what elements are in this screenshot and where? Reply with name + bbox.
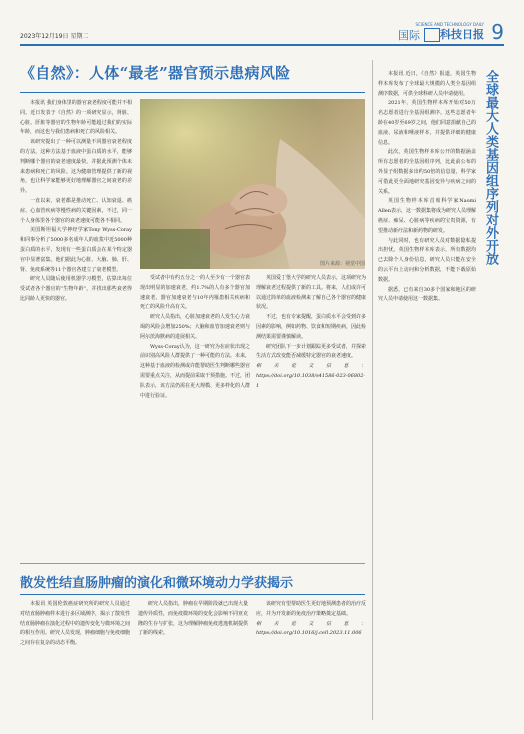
article2-column-3: [256, 600, 366, 726]
paragraph: 本报讯 我们身体里的器官衰老程度可能并不相同。近日发表于《自然》的一项研究显示，肾脏、心脏、肝脏等器官的生物年龄可能超过我们的实际年龄，而这也与我们患病和死亡的风险相关。: [20, 100, 132, 136]
column-divider: [372, 60, 373, 720]
paragraph: 研究团队下一步计划跟踪更多受试者，并探索生活方式改变能否减缓特定器官的衰老速度。: [256, 343, 366, 360]
brand-english: SCIENCE AND TECHNOLOGY DAILY: [415, 22, 484, 27]
paragraph: 研究人员指出，肿瘤在早期阶段就已出现大量遗传异质性，而免疫微环境的变化会影响不同亚克隆的生存与扩张，这为理解肿瘤免疫逃逸机制提供了新的线索。: [138, 601, 248, 637]
photo-caption: 图片来源：视觉中国: [319, 261, 365, 267]
right-article-title: 全球最大人类基因组序列对外开放: [483, 70, 498, 265]
reference-link[interactable]: 相关论文信息：https://doi.org/10.1016/j.cell.2023.11.006: [256, 620, 366, 637]
header-rule: [20, 44, 504, 46]
paragraph: 受试者中有约五分之一的人至少有一个器官表现出明显的加速衰老，约1.7%的人有多个器官加速衰老。器官加速衰老与10年内罹患相关疾病和死亡的风险升高有关。: [140, 275, 250, 311]
title-rule: [20, 92, 365, 93]
paragraph: 英国爱丁堡大学的研究人员表示，这项研究为理解衰老过程提供了新的工具。将来，人们或许可以通过简单的血液检测来了解自己各个器官的健康状况。: [256, 275, 366, 311]
paragraph: 英国生物样本库首席科学家Naomi Allen表示，这一数据集将成为研究人员理解癌症、痴呆、心脏病等疾病的宝贵资源，有望推动新疗法和新药物的研发。: [378, 198, 476, 234]
section-box-decoration: [424, 28, 440, 42]
page-number: 9: [491, 20, 504, 44]
elderly-hands-image: [140, 99, 365, 269]
section-divider: [20, 563, 365, 564]
paragraph: 研究人员指出，心脏加速衰老的人发生心力衰竭的风险会增加250%；大脑和血管加速衰老则与阿尔茨海默病的进展相关。: [140, 314, 250, 340]
article-column-3: [256, 274, 366, 559]
page-header: [20, 0, 504, 44]
article-title: 《自然》：人体“最老”器官预示患病风险: [20, 64, 291, 82]
paragraph: 不过，也有专家提醒，蛋白质水平会受到许多因素的影响，例如药物、饮食和短期疾病，因此检测结果需要谨慎解读。: [256, 314, 366, 340]
article-column-1: [20, 99, 132, 559]
paragraph: 据悉，已有来自30多个国家和地区的研究人员申请使用这一数据集。: [378, 286, 476, 303]
paragraph: 此次，英国生物样本库公开的数据涵盖所有志愿者的全基因组序列，比此前公布的外显子组数据多出约50倍的信息量，科学家可借此更全面地研究基因变异与疾病之间的关系。: [378, 149, 476, 195]
paragraph: 2021年，英国生物样本库开始对50万名志愿者进行全基因组测序。这些志愿者年龄在40岁至69岁之间，他们同意捐献自己的血液、尿液和唾液样本，并提供详细的健康信息。: [378, 100, 476, 146]
article2-column-2: [138, 600, 248, 726]
paragraph: 与此同时，也有研究人员对数据隐私提出担忧。英国生物样本库表示，所有数据均已去除个人身份信息，研究人员只能在安全的云平台上访问和分析数据，不能下载原始数据。: [378, 237, 476, 283]
paragraph: 该研究提出了一种可以测量不同器官衰老程度的方法，这种方法基于血液中蛋白质的水平，能够判断哪个器官的衰老速度最快，并据此预测个体未来患病和死亡的风险。这为健康管理提供了新的视角，也让科学家能够更好地理解器官之间衰老的差异。: [20, 139, 132, 195]
article-title-2: 散发性结直肠肿瘤的演化和微环境动力学获揭示: [20, 576, 294, 591]
paragraph: 本报讯 近日，《自然》报道，英国生物样本库发布了全球最大规模的人类全基因组测序数据，可供全球科研人员申请使用。: [378, 71, 476, 97]
paragraph: 本报讯 英国伦敦癌症研究所的研究人员通过对结直肠肿瘤样本进行多区域测序，揭示了散发性结直肠肿瘤在演化过程中的遗传变化与微环境之间的相互作用。研究人员发现，肿瘤细胞与免疫细胞之间存在复杂的动态平衡。: [20, 601, 130, 647]
paragraph: 该研究有望帮助医生更好地预测患者的治疗反应，并为开发新的免疫治疗策略奠定基础。: [256, 601, 366, 617]
title-rule-2: [20, 594, 365, 595]
paragraph: 美国斯坦福大学神经学家Tony Wyss-Coray和同事分析了5000多名成年人的血浆中近5000种蛋白质的水平，发现有一些蛋白质会在某个特定器官中显著富集。他们据此为心脏、大脑、肺、肝、肾、免疫系统等11个器官各建立了衰老模型。: [20, 227, 132, 273]
right-article-body: [378, 70, 476, 720]
paragraph: Wyss-Coray认为，这一研究为在症状出现之前识别高风险人群提供了一种可能的方法。未来，这种基于血液的检测或许能帮助医生判断哪些器官需要重点关注，从而提前采取干预措施。不过，团队表示，该方法仍需在更大规模、更多样化的人群中进行验证。: [140, 343, 250, 399]
reference-link[interactable]: 相关论文信息：https://doi.org/10.1038/s41586-023-06802-1: [256, 363, 366, 389]
section-name: 国际: [398, 29, 420, 42]
article2-column-1: [20, 600, 130, 726]
brand-name: 科技日报: [440, 28, 484, 41]
issue-date: 2023年12月19日 星期二: [20, 33, 89, 40]
paragraph: 研究人员随后使用机器学习模型，估算出每位受试者各个器官的“生物年龄”，并找出那些衰老得比同龄人更快的器官。: [20, 276, 132, 302]
article-column-2: [140, 274, 250, 559]
paragraph: 一直以来，衰老都是推动死亡、认知衰退、癌症、心血管疾病等慢性病的关键因素。不过，同一个人身体里各个器官的衰老速度可能各不相同。: [20, 197, 132, 224]
article-photo: [140, 99, 365, 269]
